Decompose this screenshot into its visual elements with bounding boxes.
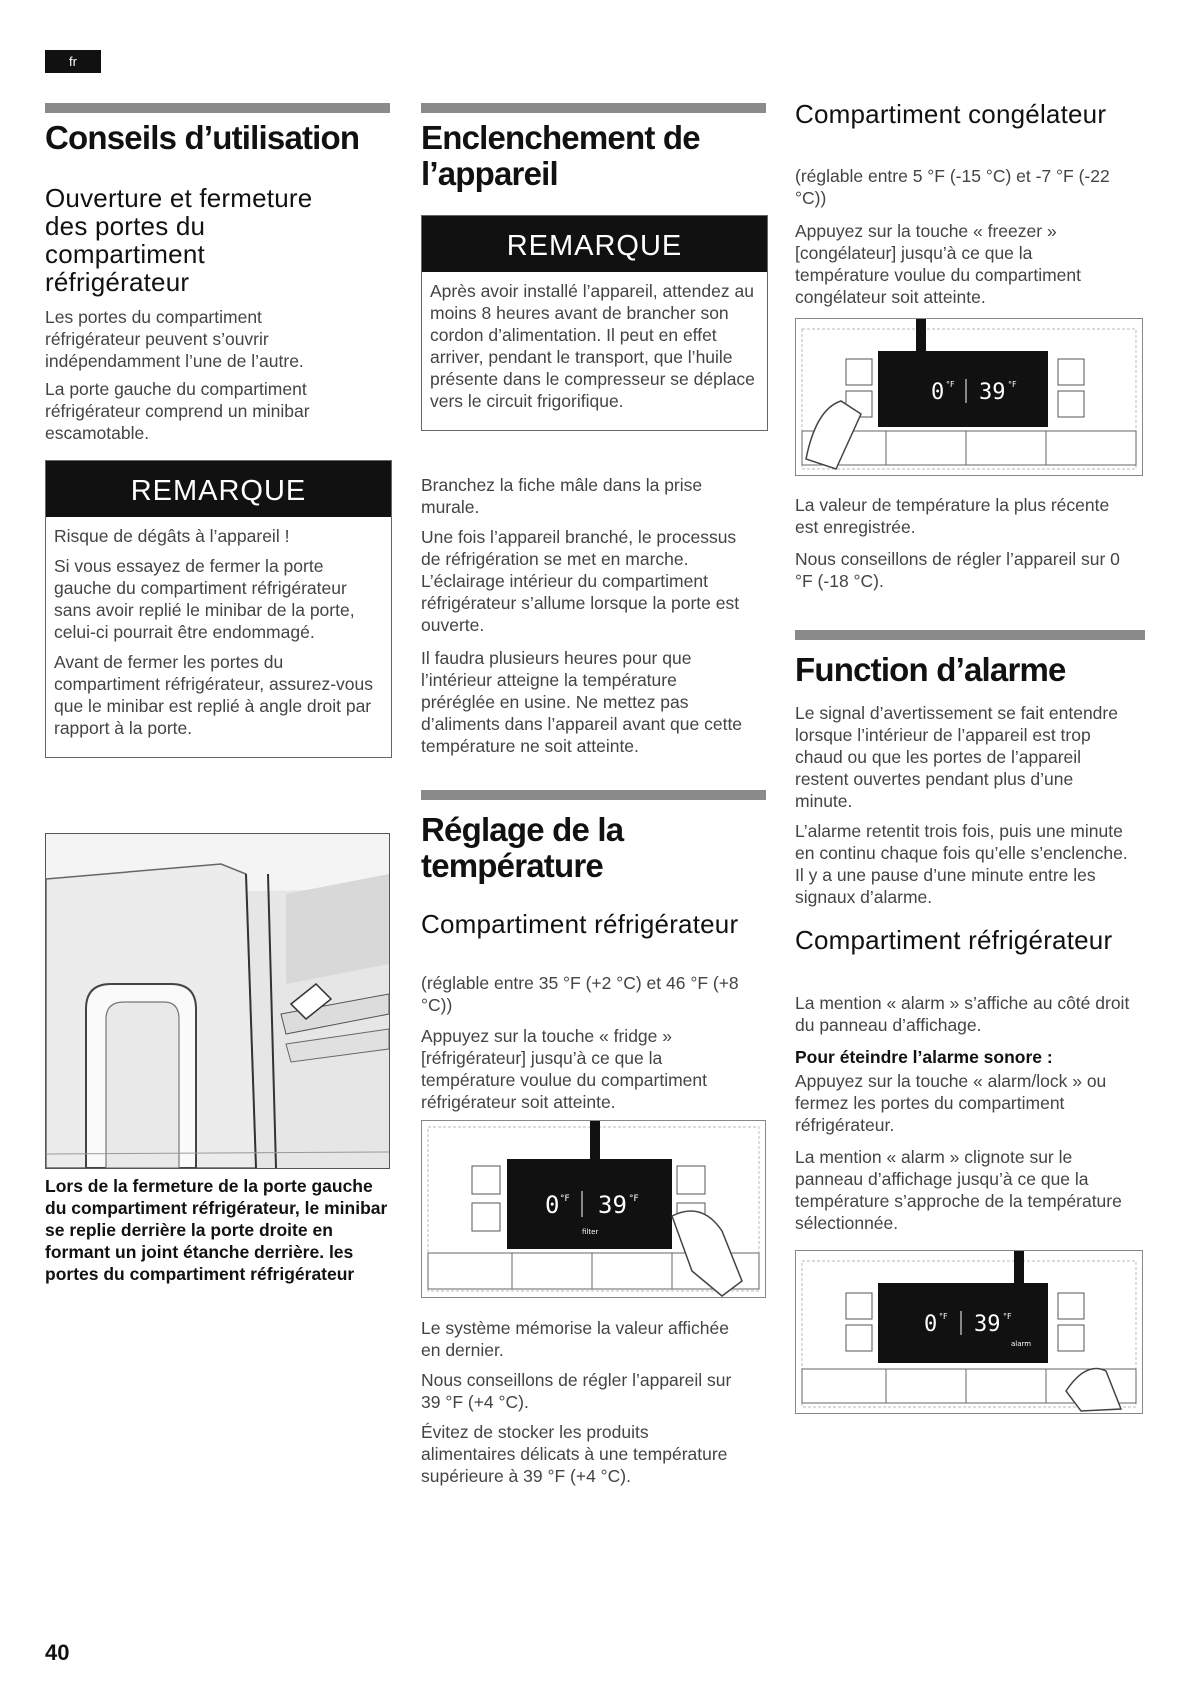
paragraph: La porte gauche du compartiment réfrigérateur comprend un minibar escamotable.	[45, 379, 310, 443]
alarm-control-panel-illustration	[795, 1250, 1143, 1414]
section-title: Réglage de la température	[421, 811, 624, 884]
subsection-title: Ouverture et fermeture des portes du compartiment réfrigérateur	[45, 183, 313, 297]
svg-text:alarm: alarm	[1011, 1340, 1032, 1348]
paragraph: Appuyez sur la touche « fridge » [réfrigérateur] jusqu’à ce que la température voulue du compartiment réfrigérateur soit atteinte.	[421, 1026, 707, 1112]
paragraph: Nous conseillons de régler l’appareil sur 0 °F (-18 °C).	[795, 549, 1120, 591]
note-text: Avant de fermer les portes du compartiment réfrigérateur, assurez-vous que le minibar est replié à angle droit par rapport à la porte.	[54, 652, 374, 738]
fridge-control-panel-illustration	[421, 1120, 766, 1298]
paragraph: La mention « alarm » s’affiche au côté droit du panneau d’affichage.	[795, 993, 1130, 1035]
language-tab: fr	[45, 50, 101, 73]
paragraph: La mention « alarm » clignote sur le panneau d’affichage jusqu’à ce que la température s’approche de la température sélectionnée.	[795, 1147, 1122, 1233]
svg-text:°F: °F	[629, 1194, 639, 1204]
paragraph: Une fois l’appareil branché, le processus de réfrigération se met en marche. L’éclairage intérieur du compartiment réfrigérateur s’allume lorsque la porte est ouverte.	[421, 527, 740, 635]
section-title: Function d’alarme	[795, 651, 1066, 688]
section-rule	[421, 103, 766, 113]
svg-text:°F: °F	[560, 1194, 570, 1204]
note-text: Risque de dégâts à l’appareil !	[54, 526, 290, 546]
svg-text:0: 0	[931, 380, 945, 405]
paragraph: Appuyez sur la touche « alarm/lock » ou fermez les portes du compartiment réfrigérateur.	[795, 1071, 1107, 1135]
subsection-title: Compartiment réfrigérateur	[421, 909, 739, 939]
subsection-title: Compartiment congélateur	[795, 99, 1107, 129]
bold-instruction: Pour éteindre l’alarme sonore :	[795, 1047, 1053, 1067]
paragraph: La valeur de température la plus récente est enregistrée.	[795, 495, 1110, 537]
note-text: Après avoir installé l’appareil, attendez au moins 8 heures avant de brancher son cordon d’alimentation. Il peut en effet arriver, pendant le transport, que l’huile présente dans le compresseur se déplace vers le circuit frigorifique.	[430, 281, 755, 411]
freezer-control-panel-illustration	[795, 318, 1143, 476]
paragraph: Le système mémorise la valeur affichée en dernier.	[421, 1318, 730, 1360]
subsection-title: Compartiment réfrigérateur	[795, 925, 1113, 955]
paragraph: Évitez de stocker les produits alimentaires délicats à une température supérieure à 39 °F (+4 °C).	[421, 1422, 728, 1486]
svg-text:°F: °F	[1003, 1312, 1012, 1321]
section-title: Enclenchement de l’appareil	[421, 119, 700, 192]
note-box	[45, 460, 392, 758]
section-rule	[795, 630, 1145, 640]
paragraph: Nous conseillons de régler l’appareil sur 39 °F (+4 °C).	[421, 1370, 732, 1412]
paragraph: Le signal d’avertissement se fait entendre lorsque l’intérieur de l’appareil est trop chaud ou que les portes de l’appareil restent ouvertes pendant plus d’une minute.	[795, 703, 1118, 811]
svg-text:°F: °F	[946, 380, 955, 389]
svg-text:39: 39	[974, 1312, 1001, 1337]
svg-text:filter: filter	[582, 1228, 599, 1236]
minibar-illustration	[45, 833, 390, 1169]
illustration-caption: Lors de la fermeture de la porte gauche du compartiment réfrigérateur, le minibar se replie derrière la porte droite en formant un joint étanche derrière. les portes du compartiment réfrigérateur	[45, 1176, 388, 1284]
fridge-temp-readout: 39	[598, 1191, 627, 1219]
paragraph: (réglable entre 5 °F (-15 °C) et -7 °F (-22 °C))	[795, 166, 1110, 208]
svg-text:39: 39	[979, 380, 1006, 405]
note-title: REMARQUE	[46, 461, 391, 517]
paragraph: L’alarme retentit trois fois, puis une minute en continu chaque fois qu’elle s’enclenche. Il y a une pause d’une minute entre les signaux d’alarme.	[795, 821, 1128, 907]
freezer-temp-readout: 0	[545, 1191, 560, 1219]
section-title: Conseils d’utilisation	[45, 119, 360, 156]
note-text: Si vous essayez de fermer la porte gauche du compartiment réfrigérateur sans avoir replié le minibar de la porte, celui-ci pourrait être endommagé.	[54, 556, 355, 642]
section-rule	[45, 103, 390, 113]
paragraph: Les portes du compartiment réfrigérateur peuvent s’ouvrir indépendamment l’une de l’autre.	[45, 307, 304, 371]
note-box	[421, 215, 768, 431]
paragraph: Il faudra plusieurs heures pour que l’intérieur atteigne la température préréglée en usine. Ne mettez pas d’aliments dans l’appareil avant que cette température ne soit atteinte.	[421, 648, 743, 756]
svg-text:°F: °F	[939, 1312, 948, 1321]
paragraph: Branchez la fiche mâle dans la prise murale.	[421, 475, 703, 517]
svg-text:°F: °F	[1008, 380, 1017, 389]
svg-text:0: 0	[924, 1312, 938, 1337]
paragraph: Appuyez sur la touche « freezer » [congélateur] jusqu’à ce que la température voulue du compartiment congélateur soit atteinte.	[795, 221, 1081, 307]
page-number: 40	[45, 1640, 70, 1665]
paragraph: (réglable entre 35 °F (+2 °C) et 46 °F (+8 °C))	[421, 973, 739, 1015]
section-rule	[421, 790, 766, 800]
note-title: REMARQUE	[422, 216, 767, 272]
